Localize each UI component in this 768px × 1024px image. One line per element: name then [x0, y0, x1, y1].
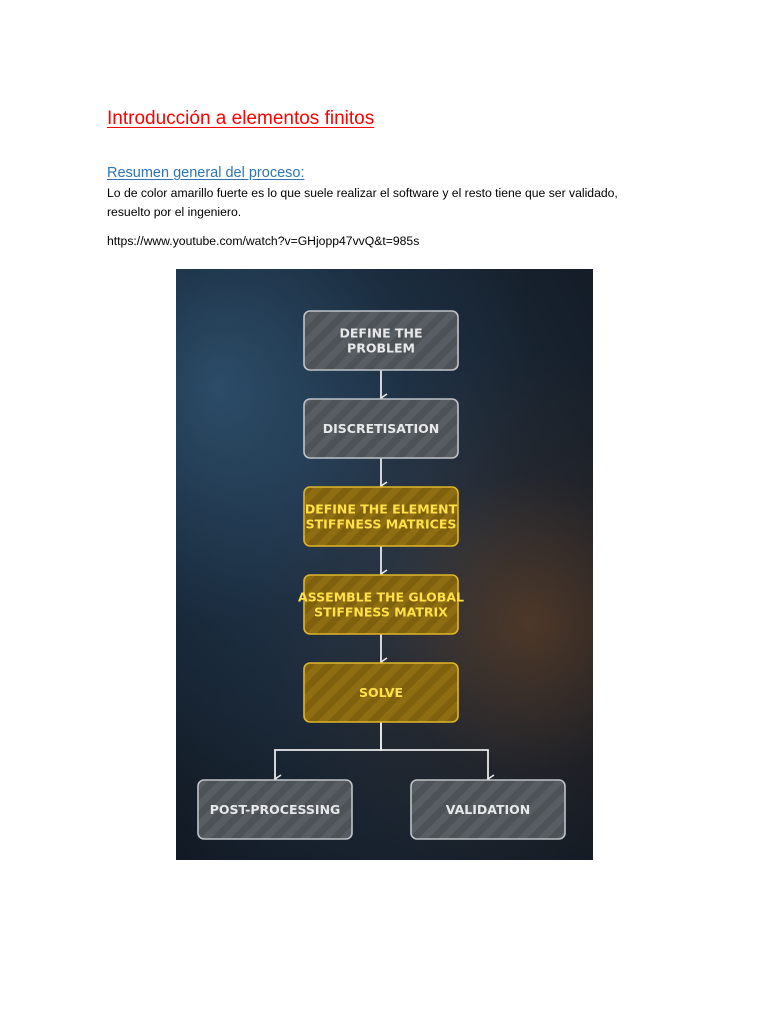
node-post-processing — [198, 780, 352, 839]
process-flowchart-image — [176, 269, 593, 860]
node-label-define-element-stiffness-1: DEFINE THE ELEMENT — [304, 501, 458, 517]
node-label-assemble-global-stiffness-2: STIFFNESS MATRIX — [314, 604, 448, 620]
node-define-element-stiffness — [304, 487, 458, 546]
node-solve — [304, 663, 458, 722]
process-flowchart — [176, 269, 593, 860]
node-label-validation-1: VALIDATION — [445, 802, 531, 817]
arrow-solve-to-post-processing — [275, 722, 381, 779]
node-label-define-element-stiffness-2: STIFFNESS MATRICES — [305, 516, 457, 532]
node-label-post-processing-1: POST-PROCESSING — [209, 802, 341, 817]
node-assemble-global-stiffness — [298, 575, 464, 634]
node-label-define-problem-2: PROBLEM — [347, 340, 415, 356]
node-label-solve-1: SOLVE — [358, 685, 404, 700]
node-label-discretisation-1: DISCRETISATION — [322, 421, 440, 436]
video-link[interactable]: https://www.youtube.com/watch?v=GHjopp47vvQ&t=985s — [107, 234, 420, 248]
section-heading: Resumen general del proceso: — [107, 165, 305, 181]
node-discretisation — [304, 399, 458, 458]
document-title: Introducción a elementos finitos — [107, 108, 375, 129]
paragraph-line-1: Lo de color amarillo fuerte es lo que suele realizar el software y el resto tiene que ser validado, — [107, 186, 618, 200]
arrow-solve-to-validation — [381, 722, 488, 779]
node-label-assemble-global-stiffness-1: ASSEMBLE THE GLOBAL — [298, 589, 464, 605]
paragraph-line-2: resuelto por el ingeniero. — [107, 205, 242, 219]
node-validation — [411, 780, 565, 839]
node-define-problem — [304, 311, 458, 370]
node-label-define-problem-1: DEFINE THE — [339, 325, 423, 341]
